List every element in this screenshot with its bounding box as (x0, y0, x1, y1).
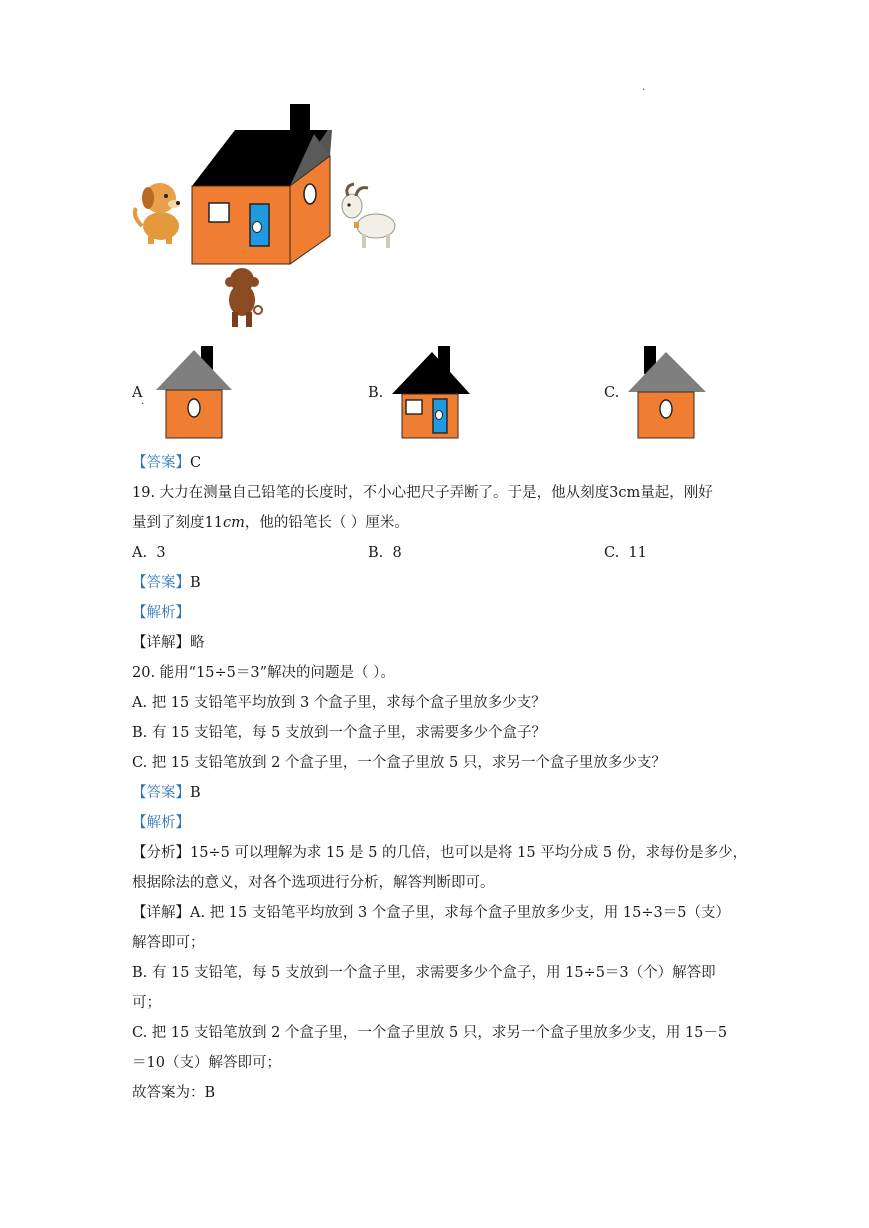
side-window (304, 184, 316, 204)
q18-option-a-dot: . (141, 396, 145, 407)
q20-option-b: B. 有 15 支铅笔，每 5 支放到一个盒子里，求需要多少个盒子？ (132, 725, 546, 741)
q20-final-answer: 故答案为：B (132, 1085, 216, 1101)
q19-option-b: B. 8 (368, 545, 402, 561)
q18-answer-line (132, 453, 201, 473)
q20-option-a: A. 把 15 支铅笔平均放到 3 个盒子里，求每个盒子里放多少支？ (132, 695, 546, 711)
q19-option-c: C. 11 (604, 545, 647, 561)
dog-figure (135, 183, 180, 244)
q20-answer-line (132, 783, 201, 803)
answer-value: B (190, 785, 201, 801)
q20-fenxi-line2: 根据除法的意义，对各个选项进行分析，解答判断即可。 (132, 875, 495, 891)
answer-tag: 【答案】 (132, 575, 190, 591)
q19-stem-line2: 量到了刻度11cm，他的铅笔长（ ）厘米。 (132, 515, 409, 531)
q19-option-a: A. 3 (132, 545, 166, 561)
q19-analysis-tag: 【解析】 (132, 605, 190, 621)
house-with-animals-figure (128, 100, 408, 335)
front-window (209, 203, 229, 222)
door-window (253, 222, 262, 233)
q20-option-c: C. 把 15 支铅笔放到 2 个盒子里，一个盒子里放 5 只，求另一个盒子里放多少支？ (132, 755, 666, 771)
answer-tag: 【答案】 (132, 785, 190, 801)
answer-tag: 【答案】 (132, 455, 190, 471)
q20-detail-line3: B. 有 15 支铅笔，每 5 支放到一个盒子里，求需要多少个盒子，用 15÷5＝3（个）解答即 (132, 965, 716, 981)
q18-option-b-house (390, 344, 472, 440)
q18-option-a-label: A (132, 385, 143, 401)
goat-figure (342, 184, 395, 248)
monkey-figure (225, 268, 262, 327)
q19-answer-line (132, 573, 201, 593)
unit-cm: cm (222, 515, 245, 531)
q18-option-b-label: B. (368, 385, 384, 401)
answer-value: B (190, 575, 201, 591)
q18-option-a-house (154, 344, 234, 440)
q19-stem-line1: 19. 大力在测量自己铅笔的长度时，不小心把尺子弄断了。于是，他从刻度3cm量起，刚好 (132, 485, 713, 501)
stray-dot: . (642, 82, 646, 93)
front-wall (192, 186, 290, 264)
detail-text: 略 (190, 635, 205, 651)
detail-tag: 【详解】 (132, 635, 190, 651)
q20-detail-line1: 【详解】A. 把 15 支铅笔平均放到 3 个盒子里，求每个盒子里放多少支，用 15÷3＝5（支） (132, 905, 730, 921)
q20-fenxi-line1: 【分析】15÷5 可以理解为求 15 是 5 的几倍，也可以是将 15 平均分成 5 份，求每份是多少， (132, 845, 748, 861)
q20-detail-line5: C. 把 15 支铅笔放到 2 个盒子里，一个盒子里放 5 只，求另一个盒子里放多少支，用 15－5 (132, 1025, 728, 1041)
q18-option-c-label: C. (604, 385, 620, 401)
q20-analysis-tag: 【解析】 (132, 815, 190, 831)
q18-option-c-house (626, 344, 708, 440)
q20-detail-line4: 可； (132, 995, 161, 1011)
q20-stem: 20. 能用“15÷5＝3”解决的问题是（ ）。 (132, 665, 395, 681)
q20-detail-line6: ＝10（支）解答即可； (132, 1055, 281, 1071)
answer-value: C (190, 455, 202, 471)
q19-detail-line (132, 633, 205, 653)
q20-detail-line2: 解答即可； (132, 935, 205, 951)
